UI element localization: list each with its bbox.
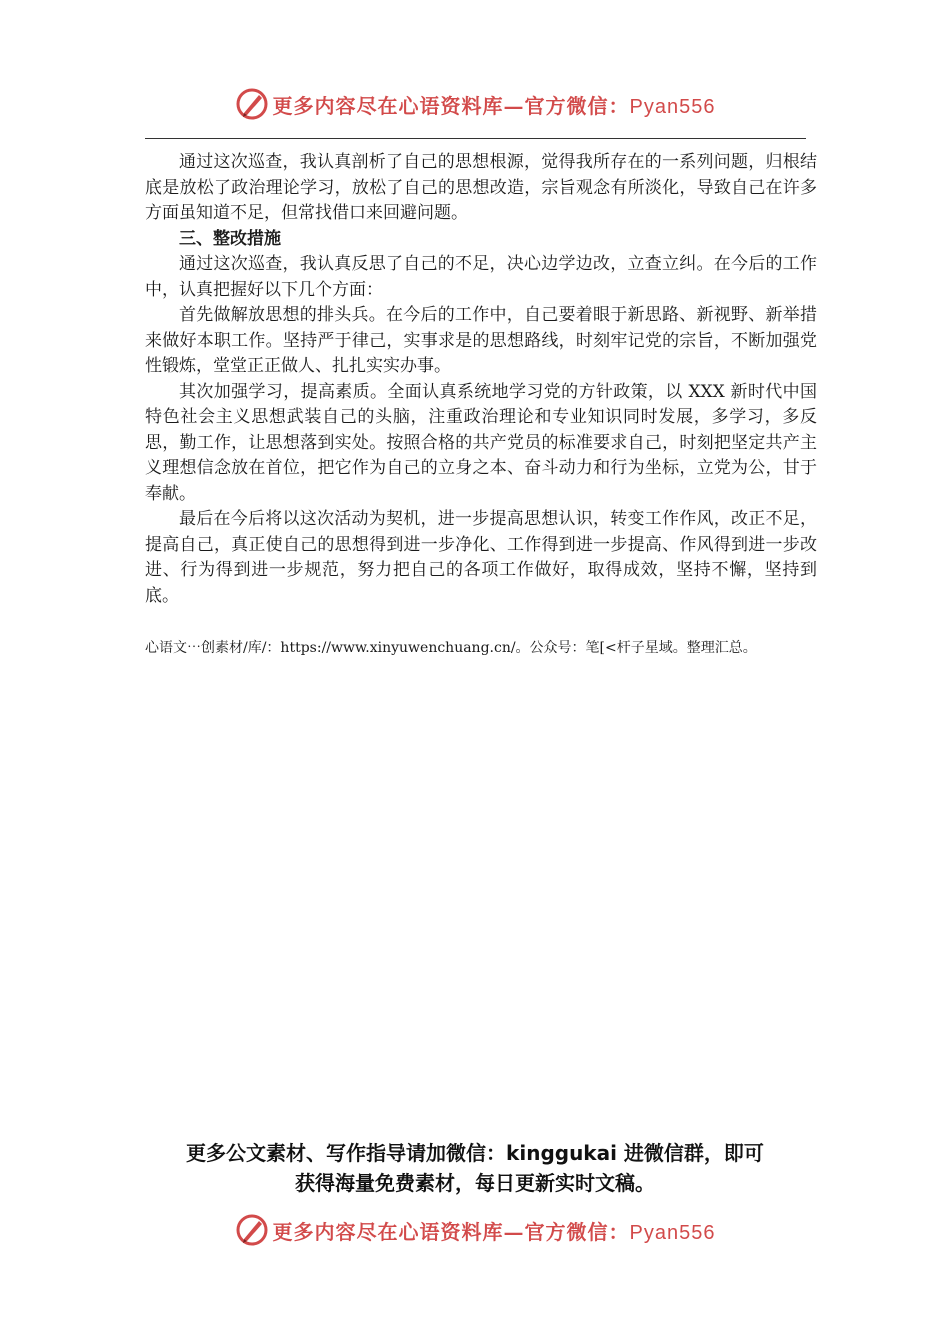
section-heading: 三、整改措施 <box>179 228 281 249</box>
promo-text <box>100 1138 850 1198</box>
footer-banner <box>0 1210 950 1250</box>
source-line: 心语文⋯创素材/库/：https://www.xinyuwenchuang.cn/。公众号：笔[<杆子星域。整理汇总。 <box>145 640 757 656</box>
paragraph-1: 通过这次巡查，我认真剖析了自己的思想根源，觉得我所存在的一系列问题，归根结底是放松了政治理论学习，放松了自己的思想改造，宗旨观念有所淡化，导致自己在许多方面虽知道不足，但常找借口来回避问题。 <box>145 152 817 223</box>
pen-logo-icon <box>235 87 269 121</box>
document-body <box>145 150 817 609</box>
footer-banner-text: 更多内容尽在心语资料库—官方微信：Pyan556 <box>272 1219 716 1244</box>
paragraph-2: 通过这次巡查，我认真反思了自己的不足，决心边学边改，立查立纠。在今后的工作中，认真把握好以下几个方面： <box>145 254 817 300</box>
pen-logo-icon <box>235 1213 269 1247</box>
promo-line-1: 更多公文素材、写作指导请加微信：kinggukai 进微信群，即可 <box>186 1141 764 1165</box>
paragraph-5: 最后在今后将以这次活动为契机，进一步提高思想认识，转变工作作风，改正不足，提高自己，真正使自己的思想得到进一步净化、工作得到进一步提高、作风得到进一步改进、行为得到进一步规范，努力把自己的各项工作做好，取得成效，坚持不懈，坚持到底。 <box>145 509 817 606</box>
paragraph-3: 首先做解放思想的排头兵。在今后的工作中，自己要着眼于新思路、新视野、新举措来做好本职工作。坚持严于律己，实事求是的思想路线，时刻牢记党的宗旨，不断加强党性锻炼，堂堂正正做人、扎扎实实办事。 <box>145 305 817 376</box>
paragraph-4: 其次加强学习，提高素质。全面认真系统地学习党的方针政策，以 XXX 新时代中国特色社会主义思想武装自己的头脑，注重政治理论和专业知识同时发展，多学习，多反思，勤工作，让思想落到实处。按照合格的共产党员的标准要求自己，时刻把坚定共产主义理想信念放在首位，把它作为自己的立身之本、奋斗动力和行为坐标，立党为公，甘于奉献。 <box>145 381 817 504</box>
header-divider <box>145 138 806 139</box>
header-banner <box>0 84 950 124</box>
promo-line-2: 获得海量免费素材，每日更新实时文稿。 <box>295 1171 655 1195</box>
header-banner-text: 更多内容尽在心语资料库—官方微信：Pyan556 <box>272 93 716 118</box>
